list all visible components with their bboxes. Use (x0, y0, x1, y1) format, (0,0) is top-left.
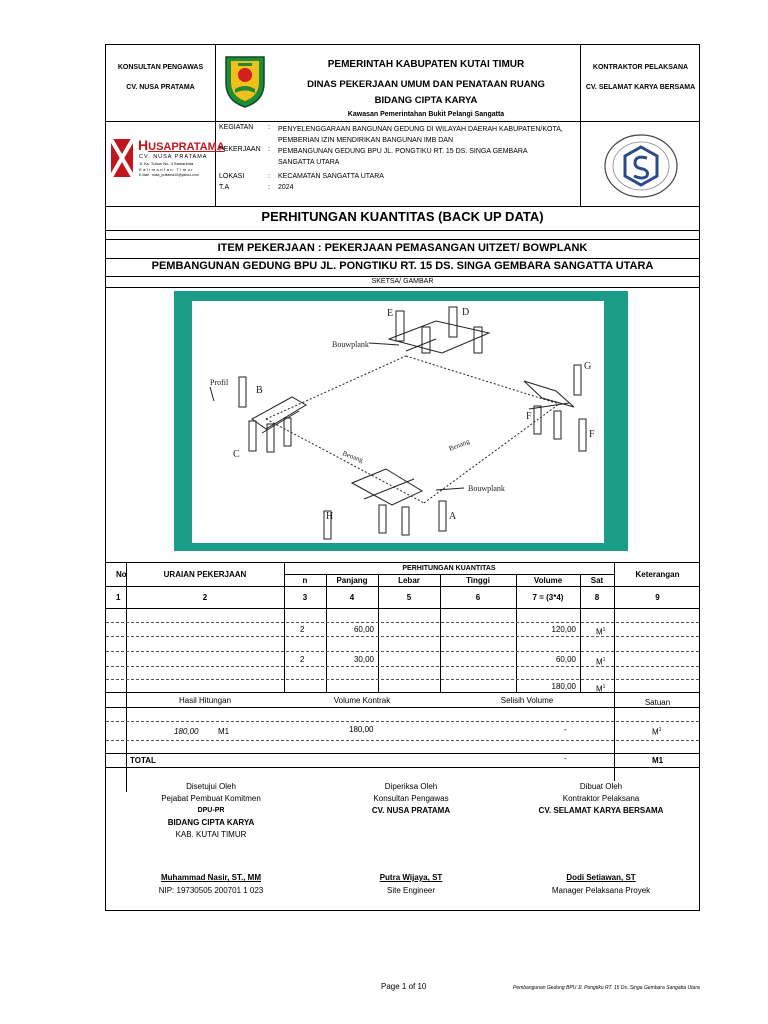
sig2-line2: Konsultan Pengawas (373, 794, 449, 803)
sketch-bouwplank-top: Bouwplank (332, 340, 369, 349)
sketch-benang-right: Benang (447, 437, 471, 453)
total-sat-unit: M (596, 684, 603, 694)
sketch-label-f: F (526, 411, 532, 422)
lokasi-sep: : (268, 173, 270, 180)
row2-sat-unit: M (596, 657, 603, 667)
consultant-name: CV. NUSA PRATAMA (126, 84, 195, 91)
item-title: ITEM PEKERJAAN : PEKERJAAN PEMASANGAN UITZET/ BOWPLANK (217, 242, 588, 254)
pekerjaan-value: PEMBANGUNAN GEDUNG BPU JL. PONGTIKU RT. 15 DS. SINGA GEMBARA SANGATTA UTARA (278, 148, 528, 166)
nusa-pratama-logo (109, 137, 225, 187)
logo-brand-rest: USAPRATAMA (148, 141, 225, 153)
row1-sat-unit: M (596, 627, 603, 637)
sum-selisih-header: Selisih Volume (500, 696, 554, 705)
main-title: PERHITUNGAN KUANTITAS (BACK UP DATA) (261, 209, 544, 224)
total-volume: 180,00 (551, 682, 576, 691)
sum-hasil-header: Hasil Hitungan (178, 696, 232, 705)
signature-contractor (506, 781, 696, 817)
sig1-line2: Pejabat Pembuat Komitmen (161, 794, 261, 803)
sum-satuan-sup: 1 (658, 727, 662, 733)
gov-address: Kawasan Pemerintahan Bukit Pelangi Sangatta (347, 111, 505, 118)
sketch-label-c: C (233, 449, 240, 460)
sketch-benang-left: Benang (341, 449, 365, 465)
th-lebar: Lebar (398, 576, 420, 585)
row2-panjang: 30,00 (353, 655, 374, 664)
th-uraian: URAIAN PEKERJAAN (163, 570, 247, 579)
pekerjaan-sep: : (268, 146, 270, 153)
idx-2: 2 (202, 593, 208, 602)
total-selisih: - (564, 754, 567, 763)
th-keterangan: Keterangan (635, 570, 680, 579)
sum-satuan-unit: M (652, 727, 659, 737)
project-subtitle: PEMBANGUNAN GEDUNG BPU JL. PONGTIKU RT. 15 DS. SINGA GEMBARA SANGATTA UTARA (151, 260, 654, 272)
sketch-profil-label: Profil (210, 378, 229, 387)
document-sheet (105, 44, 700, 911)
sig1-role: NIP: 19730505 200701 1 023 (158, 886, 264, 895)
kegiatan-sep: : (268, 124, 270, 131)
total-label: TOTAL (130, 756, 156, 765)
idx-5: 5 (406, 593, 412, 602)
sketch-label-e: E (387, 308, 394, 319)
sketch-bouwplank-bottom: Bouwplank (468, 484, 505, 493)
row2-n: 2 (300, 655, 305, 664)
sig1-line3: DPU-PR (197, 807, 225, 814)
sig3-name: Dodi Setiawan, ST (566, 873, 636, 882)
nusa-pratama-mark-icon (109, 137, 135, 179)
signature-consultant (316, 781, 506, 817)
sig2-name: Putra Wijaya, ST (379, 873, 443, 882)
logo-sub3: Kalimantan Timur (139, 167, 195, 172)
idx-8: 8 (594, 593, 600, 602)
total-sat (596, 682, 605, 695)
sig3-role: Manager Pelaksana Proyek (551, 886, 651, 895)
uitzet-sketch (174, 291, 628, 551)
idx-4: 4 (349, 593, 355, 602)
sig3-line1: Dibuat Oleh (579, 782, 623, 791)
total-unit: M1 (652, 756, 664, 765)
kegiatan-value: PENYELENGGARAAN BANGUNAN GEDUNG DI WILAYAH DAERAH KABUPATEN/KOTA, PEMBERIAN IZIN MENDIRIKAN BANGUNAN IMB DAN (278, 126, 563, 144)
row1-sat-sup: 1 (602, 627, 606, 633)
th-volume: Volume (533, 576, 563, 585)
footer-document-title: Pembangunan Gedung BPU Jl. Pongtiku RT. 15 Ds. Singa Gembara Sangatta Utara (513, 985, 700, 991)
sum-satuan-header: Satuan (644, 698, 671, 707)
pekerjaan-label: PEKERJAAN (219, 146, 261, 153)
row1-sat (596, 625, 605, 638)
th-no: No (116, 570, 127, 579)
row1-n: 2 (300, 625, 305, 634)
logo-brand-prefix: H (138, 137, 149, 153)
sum-hasil-value: 180,00 (174, 727, 199, 736)
lokasi-value: KECAMATAN SANGATTA UTARA (278, 173, 384, 180)
sketch-label-g: G (584, 361, 592, 372)
signature-ppk (116, 781, 306, 841)
sig1-line4: BIDANG CIPTA KARYA (167, 818, 255, 827)
sig2-line1: Diperiksa Oleh (384, 782, 438, 791)
row1-volume: 120,00 (551, 625, 576, 634)
sig1-name: Muhammad Nasir, ST., MM (160, 873, 262, 882)
sketch-label-b: B (256, 385, 263, 396)
kegiatan-label: KEGIATAN (219, 124, 254, 131)
sig1-line5: KAB. KUTAI TIMUR (175, 830, 247, 839)
th-sat: Sat (590, 576, 604, 585)
logo-sub1: CV. NUSA PRATAMA (139, 154, 208, 160)
idx-9: 9 (655, 593, 660, 602)
sketch-label-f2: F (589, 429, 595, 440)
th-panjang: Panjang (336, 576, 368, 585)
row2-sat-sup: 1 (602, 657, 606, 663)
total-sat-sup: 1 (602, 684, 606, 690)
gov-division: BIDANG CIPTA KARYA (374, 95, 478, 106)
lokasi-label: LOKASI (219, 173, 245, 180)
ta-label: T.A (219, 184, 230, 191)
sketch-label-d: D (462, 307, 470, 318)
sum-kontrak-value: 180,00 (349, 725, 374, 734)
sum-kontrak-header: Volume Kontrak (333, 696, 391, 705)
idx-1: 1 (116, 593, 121, 602)
gov-title: PEMERINTAH KABUPATEN KUTAI TIMUR (327, 59, 525, 70)
sum-selisih-value: - (564, 725, 567, 734)
sketch-label-a: A (449, 511, 457, 522)
th-n: n (302, 576, 308, 585)
sig1-line1: Disetujui Oleh (186, 782, 236, 791)
consultant-label: KONSULTAN PENGAWAS (117, 64, 204, 71)
sum-hasil-unit: M1 (218, 727, 230, 736)
sig3-line3: CV. SELAMAT KARYA BERSAMA (538, 806, 664, 815)
row1-panjang: 60,00 (353, 625, 374, 634)
signature-ppk-name (116, 871, 306, 897)
idx-6: 6 (475, 593, 481, 602)
signature-contractor-name (506, 871, 696, 897)
th-perhitungan: PERHITUNGAN KUANTITAS (402, 565, 496, 572)
sig2-role: Site Engineer (386, 886, 436, 895)
row2-sat (596, 655, 605, 668)
logo-sub4: E-Mail : nusa_pratama10@yahoo.com (139, 173, 199, 177)
idx-3: 3 (302, 593, 308, 602)
ta-value: 2024 (278, 184, 294, 191)
contractor-label: KONTRAKTOR PELAKSANA (592, 64, 689, 71)
signature-consultant-name (316, 871, 506, 897)
sum-satuan-value (652, 725, 661, 738)
kutai-timur-emblem-icon (223, 53, 267, 109)
sketch-label-h: H (326, 511, 334, 522)
sig3-line2: Kontraktor Pelaksana (562, 794, 640, 803)
page-number: Page 1 of 10 (381, 982, 427, 991)
idx-7: 7 = (3*4) (532, 593, 564, 602)
gov-dept: DINAS PEKERJAAN UMUM DAN PENATAAN RUANG (307, 79, 545, 90)
selamat-karya-emblem-icon (603, 133, 679, 199)
th-tinggi: Tinggi (466, 576, 490, 585)
ta-sep: : (268, 184, 270, 191)
sig2-line3: CV. NUSA PRATAMA (371, 806, 451, 815)
sketch-caption: SKETSA/ GAMBAR (371, 278, 434, 285)
logo-sub2: Jl. Ks. Tubun No. 4 Samarinda (139, 161, 194, 166)
row2-volume: 60,00 (555, 655, 576, 664)
contractor-name: CV. SELAMAT KARYA BERSAMA (585, 84, 696, 91)
